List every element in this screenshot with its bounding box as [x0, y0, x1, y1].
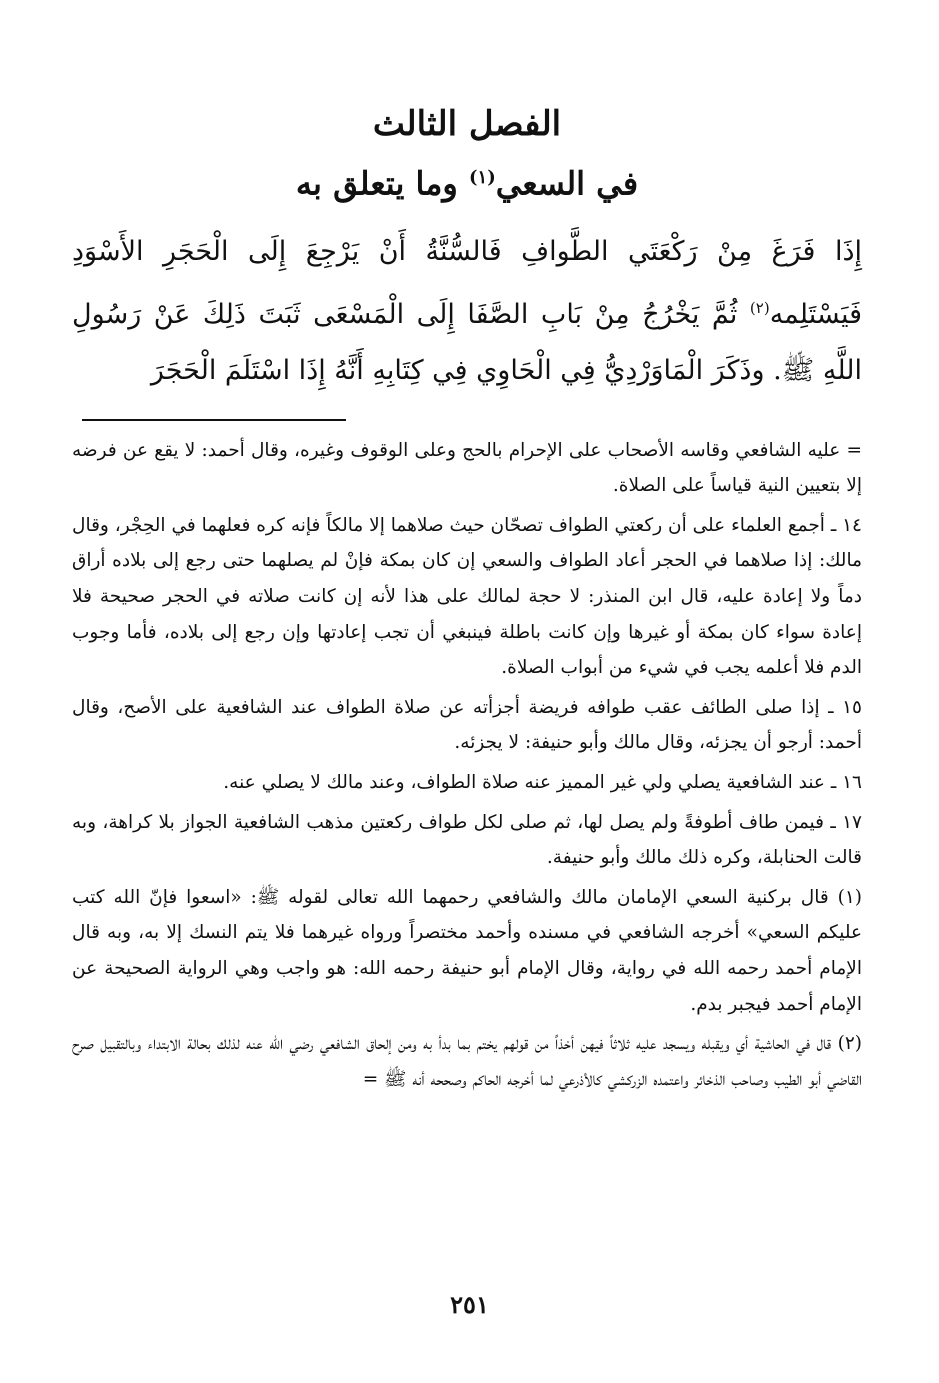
main-text-part1: إِذَا فَرَغَ مِنْ رَكْعَتَي الطَّوافِ فَالسُّنَّةُ أَنْ يَرْجِعَ إِلَى الْحَجَرِ الأَسْوَدِ فَيَسْتَلِمه — [72, 235, 862, 330]
footnote-separator — [82, 419, 346, 421]
footnote-continuation: = عليه الشافعي وقاسه الأصحاب على الإحرام بالحج وعلى الوقوف وغيره، وقال أحمد: لا يقع عن فرضه إلا بتعيين النية قياساً على الصلاة. — [72, 439, 862, 497]
note-16: ١٦ ـ عند الشافعية يصلي ولي غير المميز عنه صلاة الطواف، وعند مالك لا يصلي عنه. — [223, 772, 862, 793]
section-title-suffix: وما يتعلق به — [295, 164, 469, 203]
note-14: ١٤ ـ أجمع العلماء على أن ركعتي الطواف تصحّان حيث صلاهما إلا مالكاً فإنه كره فعلهما في الحِجْر، وقال مالك: إذا صلاهما في الحجر أعاد الطواف والسعي إن كان بمكة فإنْ لم يصلهما حتى رجع إلى بلاده أراق دماً ولا إعادة عليه، قال ابن المنذر: لا حجة لمالك على هذا لأنه إن كانت صلاته في الحجر صحيحة فلا إعادة سواء كان بمكة أو غيرها وإن كانت باطلة فينبغي أن تجب إعادتها وإن رجع إلى بلاده، فأما وجوب الدم فلا أعلمه يجب في شيء من أبواب الصلاة. — [72, 514, 862, 679]
note-17: ١٧ ـ فيمن طاف أطوفةً ولم يصل لها، ثم صلى لكل طواف ركعتين مذهب الشافعية الجواز بلا كراهة، وبه قالت الحنابلة، وكره ذلك مالك وأبو حنيفة. — [72, 811, 862, 869]
section-title-prefix: في السعي — [495, 164, 639, 203]
footnotes — [72, 433, 862, 1098]
note-15: ١٥ ـ إذا صلى الطائف عقب طوافه فريضة أجزأته عن صلاة الطواف عند الشافعية على الأصح، وقال أحمد: أرجو أن يجزئه، وقال مالك وأبو حنيفة: لا يجزئه. — [72, 696, 862, 754]
main-text-part2: ثُمَّ يَخْرُجُ مِنْ بَابِ الصَّفَا إِلَى الْمَسْعَى ثَبَتَ ذَلِكَ عَنْ رَسُولِ اللَّهِ ﷺ. وذَكَرَ الْمَاوَرْدِيُّ فِي الْحَاوِي فِي كِتَابِهِ أَنَّهُ إِذَا اسْتَلَمَ الْحَجَرَ — [72, 298, 862, 386]
book-page — [72, 80, 862, 1340]
footnote-ref-2: (٢) — [749, 298, 770, 317]
page-number: ٢٥١ — [450, 1290, 489, 1319]
footnote-2: (٢) قال في الحاشية أي ويقبله ويسجد عليه ثلاثاً فيهن أخذاً من قولهم يختم بما بدأ به ومن إلحاق الشافعي رضي الله عنه لذلك بحالة الابتداء وبالتقبيل صرح القاضي أبو الطيب وصاحب الذخائر واعتمده الزركشي كالأذرعي لما أخرجه الحاكم وصححه أنه ﷺ = — [72, 1033, 862, 1090]
main-text — [72, 224, 862, 399]
chapter-title: الفصل الثالث — [372, 104, 562, 144]
footnote-ref-1: (١) — [468, 167, 496, 188]
section-title — [72, 150, 862, 212]
footnote-1: (١) قال بركنية السعي الإمامان مالك والشافعي رحمهما الله تعالى لقوله ﷺ: «اسعوا فإنّ الله كتب عليكم السعي» أخرجه الشافعي في مسنده وأحمد مختصراً ورواه غيرهما فلا يتم النسك إلا به، وبه قال الإمام أحمد رحمه الله في رواية، وقال الإمام أبو حنيفة رحمه الله: هو واجب وهي الرواية الصحيحة عن الإمام أحمد فيجبر بدم. — [72, 886, 862, 1015]
